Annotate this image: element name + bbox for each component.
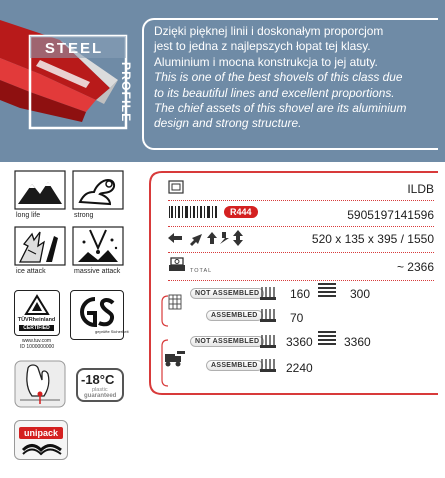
description-pl-line: jest to jedna z najlepszych łopat tej klasy. <box>154 39 371 54</box>
steel-label: STEEL <box>44 40 104 57</box>
truck-pallet-icon <box>164 350 186 368</box>
gs-sub-label: geprüfte Sicherheit <box>95 329 129 334</box>
tuv-id: ID 1000000000 <box>20 344 55 350</box>
row-separator <box>168 200 434 201</box>
stack-units-icon <box>260 286 276 300</box>
box-not-assembled-units: 160 <box>290 287 311 301</box>
assembled-pill: ASSEMBLED <box>206 310 263 321</box>
ean-code: 5905197141596 <box>347 208 434 222</box>
total-value: ~ 2366 <box>396 260 434 274</box>
truck-not-assembled-units: 3360 <box>286 335 313 349</box>
strong-label: strong <box>74 212 94 219</box>
stack-units-icon <box>260 308 276 322</box>
description-en-line: The chief assets of this shovel are its aluminium <box>154 101 407 116</box>
r444-badge: R444 <box>224 206 258 218</box>
dimensions-value: 520 x 135 x 395 / 1550 <box>311 232 434 246</box>
temperature-sub1: plastic <box>92 387 108 393</box>
steel-profile-badge <box>28 34 133 130</box>
gs-logo-icon <box>75 295 119 329</box>
truck-not-assembled-layers: 3360 <box>344 335 371 349</box>
not-assembled-pill: NOT ASSEMBLED <box>190 288 264 299</box>
tuv-certified-badge <box>14 290 60 336</box>
box-grid-icon <box>168 294 182 310</box>
massive-attack-icon <box>72 226 124 266</box>
description-pl-line: Dzięki pięknej linii i doskonałym proporcjom <box>154 24 384 38</box>
description-pl-line: Aluminium i mocna konstrukcja to jej atuty. <box>154 54 378 69</box>
gs-badge <box>70 290 129 340</box>
mountain-icon <box>14 170 66 210</box>
temperature-value: -18°C <box>81 372 115 387</box>
layers-icon <box>318 331 336 345</box>
product-code-icon <box>168 180 184 194</box>
product-code: ILDB <box>407 182 434 196</box>
description-en-line: to its beautiful lines and excellent proportions. <box>154 85 395 100</box>
assembled-pill: ASSEMBLED <box>206 360 263 371</box>
row-separator <box>168 226 434 227</box>
dimensions-arrows-icon <box>168 230 248 246</box>
truck-assembled-units: 2240 <box>286 361 313 375</box>
spec-table <box>148 170 440 396</box>
massive-attack-label: massive attack <box>74 268 121 275</box>
temperature-sub2: guaranteed <box>84 393 117 399</box>
box-assembled-units: 70 <box>290 311 304 325</box>
unipack-stack-icon <box>21 442 63 456</box>
unipack-label: unipack <box>19 427 63 439</box>
stack-units-icon <box>260 358 276 372</box>
header-banner <box>0 0 445 162</box>
box-not-assembled-layers: 300 <box>350 287 371 301</box>
tuv-triangle-icon <box>25 295 49 315</box>
description-box <box>142 18 438 150</box>
description-en-line: design and strong structure. <box>154 116 302 131</box>
total-label: TOTAL <box>190 268 213 274</box>
tuv-url: www.tuv.com <box>22 338 52 344</box>
long-life-label: long life <box>16 212 41 219</box>
glove-cold-icon <box>14 360 66 408</box>
unipack-badge <box>14 420 68 460</box>
strong-arm-icon <box>72 170 124 210</box>
row-separator <box>168 252 434 253</box>
profile-label: PROFILE <box>119 62 133 123</box>
tuv-brand: TÜVRheinland <box>17 317 56 323</box>
tuv-certified-label: CERTIFIED <box>19 325 54 331</box>
layers-icon <box>318 283 336 297</box>
stack-units-icon <box>260 334 276 348</box>
temperature-badge <box>76 368 124 402</box>
description-en-line: This is one of the best shovels of this class due <box>154 70 403 85</box>
barcode-icon <box>168 205 220 219</box>
not-assembled-pill: NOT ASSEMBLED <box>190 336 264 347</box>
ice-attack-icon <box>14 226 66 266</box>
row-separator <box>168 280 434 281</box>
ice-attack-label: ice attack <box>16 268 46 275</box>
scale-weight-icon <box>168 256 186 272</box>
